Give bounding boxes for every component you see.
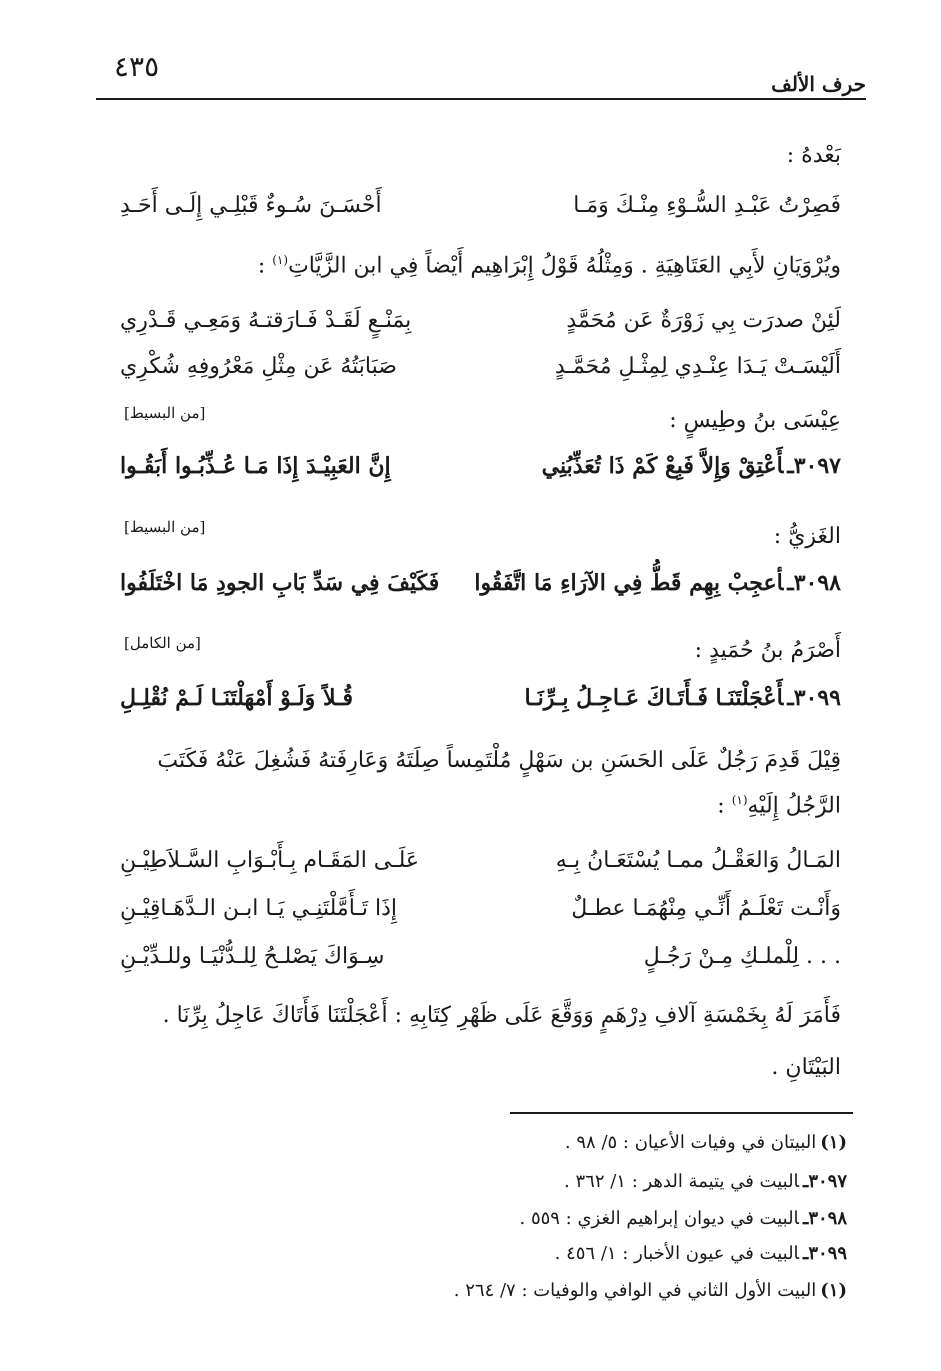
footnote [565,1132,847,1153]
speaker-label: بَعْدهُ : [786,143,841,168]
verse-first-hemistich [525,685,841,711]
footnote-number: ٣٠٩٧ـ [803,1171,847,1192]
meter-label: [من البسيط] [124,404,206,422]
prose-colon: : [717,793,732,819]
verse-second-hemistich: قُـلاً وَلَـوْ أَمْهَلْتَنَـا لَـمْ نُقْلِـلِ [120,685,354,711]
verse-second-hemistich: صَبَابَتُهُ عَن مِثْلِ مَعْرُوفِهِ شُكْرِي [120,354,397,379]
footnote-text: البيت في عيون الأخبار : ١/ ٤٥٦ . [554,1243,800,1264]
verse-second-hemistich: عَلَـى المَقَـام بِـأَبْـوَابِ السَّـلاَطِيْـنِ [120,848,419,873]
chapter-title: حرف الألف [771,72,866,96]
poet-name: أَصْرَمُ بنُ حُمَيدٍ : [694,638,841,663]
verse-number: ٣٠٩٨ـ [787,570,841,596]
prose-line: قِيْلَ قَدِمَ رَجُلٌ عَلَى الحَسَنِ بن سَهْلٍ مُلْتَمِساً صِلَتَهُ وَعَارِفَتهُ فَشُغِلَ عَنْهُ فَكَتَبَ [157,748,841,773]
poet-name: الغَزيُّ : [773,524,841,549]
footnote-ref: (١) [731,793,748,807]
footnote-text: البيت في ديوان إبراهيم الغزي : ٥٥٩ . [519,1208,800,1229]
verse-second-hemistich: إِذَا تَـأَمَّلْتَنِـي يَـا ابـن الـدَّهَـاقِيْـنِ [120,896,397,921]
footnote-number: ٣٠٩٨ـ [803,1208,847,1229]
poet-name: عِيْسَى بنُ وطِيسٍ : [669,408,841,433]
prose-line [96,793,841,818]
footnote-number: (١) [820,1132,847,1153]
footnote [564,1171,847,1192]
page-number: ٤٣٥ [114,50,160,83]
verse-second-hemistich: سِـوَاكَ يَصْلـحُ لِلـدُّنْيَـا وللـدِّيْـنِ [120,944,385,969]
footnote [519,1208,847,1229]
page-header [96,48,866,98]
verse-first-hemistich: لَئِنْ صدرَت بِي زَوْرَةٌ عَن مُحَمَّدٍ [566,308,841,333]
verse-second-hemistich: بِمَنْـعٍ لَقَـدْ فَـارَقتـهُ وَمَعِـي قَـدْرِي [120,308,412,333]
verse-second-hemistich: إِنَّ العَبِيْـدَ إِذَا مَـا عُـذِّبُـوا أَبَقُـوا [120,453,391,479]
prose-line: البَيْتَانِ . [771,1055,841,1080]
verse-first-hemistich [542,453,841,479]
footnote-number: ٣٠٩٩ـ [803,1243,847,1264]
footnote [454,1280,847,1301]
verse-text: أَعْجَلْتَنَـا فَـأَتَـاكَ عَـاجِـلُ بِـرِّنَـا [524,685,784,711]
footnote-text: البيت الأول الثاني في الوافي والوفيات : ٧/ ٢٦٤ . [453,1280,817,1301]
header-rule [96,98,866,100]
verse-first-hemistich [474,570,841,596]
verse-text: أَعْتِقْ وَإِلاَّ فَبِعْ كَمْ ذَا تُعَذِّبُنِي [541,453,784,479]
verse-second-hemistich: فَكَيْفَ فِي سَدِّ بَابِ الجودِ مَا اخْتَلَفُوا [120,570,440,596]
footnote-text: البيتان في وفيات الأعيان : ٥/ ٩٨ . [564,1132,817,1153]
meter-label: [من البسيط] [124,518,206,536]
prose-line: فَأَمَرَ لَهُ بِخَمْسَةِ آلافِ دِرْهَمٍ وَوَقَّعَ عَلَى ظَهْرِ كِتَابِهِ : أَعْجَلْتَنَا فَأَتَاكَ عَاجِلُ بِرِّنَا . [162,1003,841,1028]
verse-number: ٣٠٩٩ـ [787,685,841,711]
verse-number: ٣٠٩٧ـ [787,453,841,479]
verse-first-hemistich: المَـالُ وَالعَقْـلُ ممـا يُسْتَعَـانُ بِـهِ [555,848,841,873]
verse-second-hemistich: أَحْسَـنَ سُـوءٌ قَبْلِـي إِلَـى أَحَـدِ [120,193,382,218]
footnote-number: (١) [820,1280,847,1301]
verse-first-hemistich: وَأَنْـت تَعْلَـمُ أَنِّـي مِنْهُمَـا عطـلٌ [571,896,841,921]
prose-text: الرَّجُلُ إِلَيْهِ [747,793,841,819]
footnote-rule [510,1112,853,1114]
verse-first-hemistich: أَلَيْسَـتْ يَـدَا عِنْـدِي لِمِثْـلِ مُحَمَّـدٍ [554,354,841,379]
verse-first-hemistich: . . . لِلْملـكِ مِـنْ رَجُـلٍ [643,944,841,969]
prose-text: ويُرْوَيَانِ لأَبِي العَتَاهِيَةِ . وَمِثْلُهُ قَوْلُ إِبْرَاهِيم أَيْضاً فِي ابن الزَّيَّاتِ [288,253,841,279]
footnote-text: البيت في يتيمة الدهر : ١/ ٣٦٢ . [564,1171,800,1192]
meter-label: [من الكامل] [124,634,201,652]
prose-colon: : [257,253,273,279]
prose-line [96,253,841,278]
verse-first-hemistich: فَصِرْتُ عَبْـدِ السُّـوْءِ مِنْـكَ وَمَـا [573,193,841,218]
footnote-ref: (١) [272,253,289,267]
footnote [555,1243,847,1264]
verse-text: أعجِبْ بِهِم قَطُّ فِي الآرَاءِ مَا اتَّفَقُوا [474,570,784,596]
